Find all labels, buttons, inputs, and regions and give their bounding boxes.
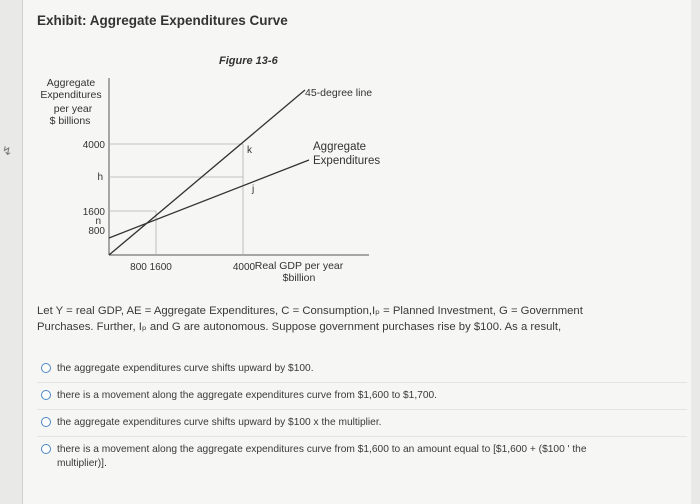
ae-chart: [23, 0, 691, 300]
y-tick-800: 800: [88, 226, 105, 237]
answer-option-4[interactable]: [37, 436, 687, 477]
x-axis-label-1: Real GDP per year: [254, 260, 344, 272]
y-tick-n: n: [95, 216, 101, 227]
question-text: Let Y = real GDP, AE = Aggregate Expenditures, C = Consumption,Iₚ = Planned Investment, G = Government Purchases. Further, Iₚ and G are autonomous. Suppose government purchases rise by $100. As a result,: [37, 305, 583, 333]
side-arrow-icon: ↯: [2, 144, 13, 158]
x-tick-4000: 4000: [232, 262, 256, 273]
ae-line-label-2: Expenditures: [313, 155, 381, 167]
y-tick-h: h: [97, 172, 103, 183]
x-axis-label-2: $billion: [282, 272, 316, 284]
y-tick-4000: 4000: [82, 140, 105, 151]
y-axis-label-1: Aggregate: [46, 77, 96, 89]
answer-options: [37, 356, 687, 477]
y-axis-label-2: Expenditures: [40, 89, 102, 101]
question-card: [22, 0, 691, 504]
aggregate-expenditures-line: [109, 160, 309, 238]
exhibit-title: Exhibit: Aggregate Expenditures Curve: [37, 13, 288, 28]
y-axis-label-3: per year: [53, 103, 93, 115]
ae-line-label-1: Aggregate: [313, 141, 367, 153]
answer-option-text: the aggregate expenditures curve shifts upward by $100.: [57, 363, 314, 374]
forty-five-degree-label: 45-degree line: [305, 87, 373, 99]
figure-caption: Figure 13-6: [219, 55, 278, 67]
y-axis-label-4: $ billions: [49, 115, 91, 127]
radio-button-icon[interactable]: [41, 390, 51, 400]
x-tick-800-1600: 800 1600: [130, 262, 172, 273]
point-label-k: k: [247, 145, 252, 156]
radio-button-icon[interactable]: [41, 363, 51, 373]
answer-option-text: the aggregate expenditures curve shifts upward by $100 x the multiplier.: [57, 417, 382, 428]
answer-option-3[interactable]: [37, 409, 687, 436]
point-label-j: j: [252, 184, 255, 195]
answer-option-1[interactable]: [37, 356, 687, 382]
y-tick-1600: 1600: [82, 207, 105, 218]
answer-option-2[interactable]: [37, 382, 687, 409]
radio-button-icon[interactable]: [41, 444, 51, 454]
answer-option-text: there is a movement along the aggregate expenditures curve from $1,600 to $1,700.: [57, 390, 438, 401]
answer-option-text: there is a movement along the aggregate expenditures curve from $1,600 to an amount equal to [$1,600 + ($100 ' the multiplier)].: [57, 444, 587, 469]
radio-button-icon[interactable]: [41, 417, 51, 427]
